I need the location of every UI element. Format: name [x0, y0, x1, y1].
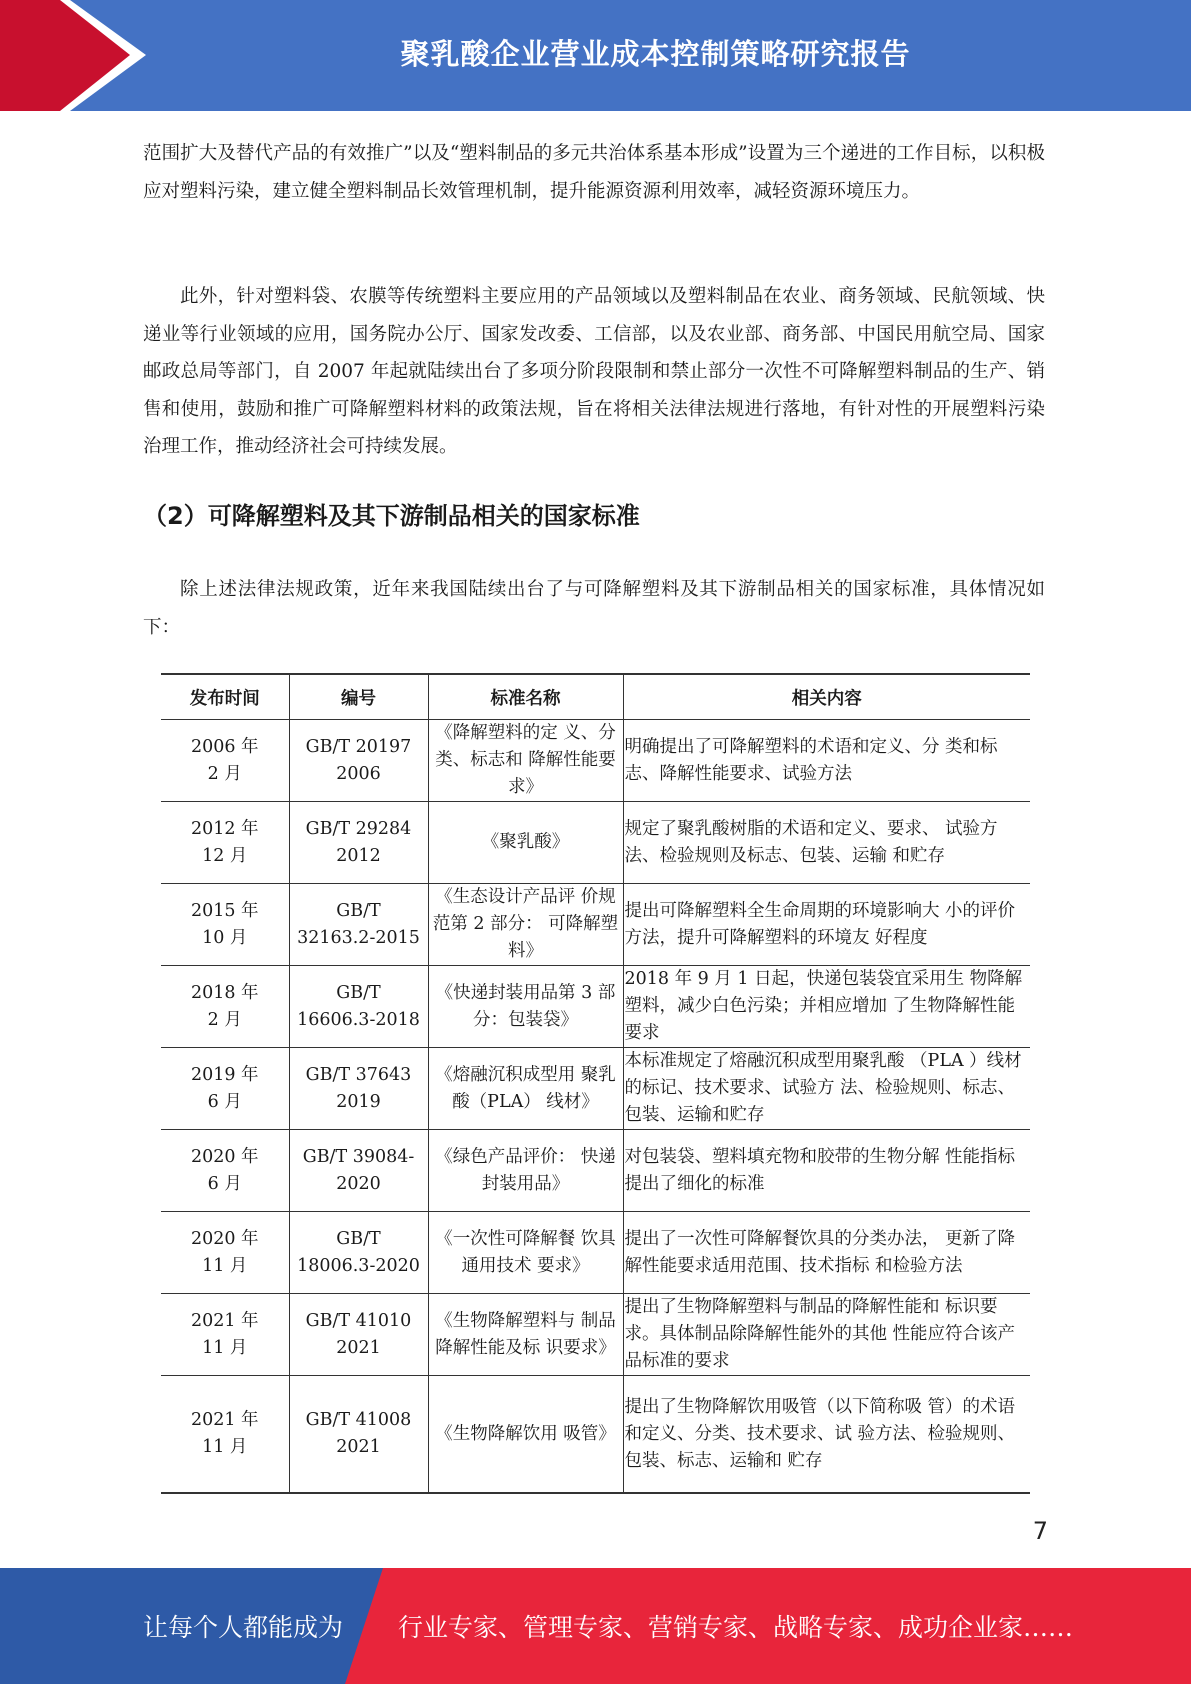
page-number: 7	[1032, 1517, 1048, 1545]
header-content: 相关内容	[623, 674, 1030, 720]
cell-content: 本标准规定了熔融沉积成型用聚乳酸 （PLA ）线材的标记、技术要求、试验方 法、检验规则、标志、包装、运输和贮存	[623, 1048, 1030, 1130]
cell-code: GB/T 41010 2021	[289, 1294, 428, 1376]
section-heading: （2）可降解塑料及其下游制品相关的国家标准	[143, 502, 640, 530]
cell-name: 《熔融沉积成型用 聚乳酸（PLA） 线材》	[428, 1048, 623, 1130]
table-row	[161, 884, 1030, 966]
table-row	[161, 1130, 1030, 1212]
cell-code: GB/T 16606.3-2018	[289, 966, 428, 1048]
cell-content: 对包装袋、塑料填充物和胶带的生物分解 性能指标提出了细化的标准	[623, 1130, 1030, 1212]
paragraph-continuation: 范围扩大及替代产品的有效推广”以及“塑料制品的多元共治体系基本形成”设置为三个递进的工作目标，以积极应对塑料污染，建立健全塑料制品长效管理机制，提升能源资源利用效率，减轻资源环境压力。	[143, 143, 1045, 202]
footer-slogan-right: 行业专家、管理专家、营销专家、战略专家、成功企业家……	[398, 1613, 1074, 1642]
header-name: 标准名称	[428, 674, 623, 720]
cell-content: 明确提出了可降解塑料的术语和定义、分 类和标志、降解性能要求、试验方法	[623, 720, 1030, 802]
section-intro: 除上述法律法规政策，近年来我国陆续出台了与可降解塑料及其下游制品相关的国家标准，具体情况如下：	[143, 579, 1045, 638]
cell-name: 《生物降解饮用 吸管》	[428, 1376, 623, 1494]
cell-date: 2021 年 11 月	[161, 1376, 289, 1494]
cell-content: 提出了生物降解塑料与制品的降解性能和 标识要求。具体制品除降解性能外的其他 性能应符合该产品标准的要求	[623, 1294, 1030, 1376]
cell-content: 提出了一次性可降解餐饮具的分类办法， 更新了降解性能要求适用范围、技术指标 和检验方法	[623, 1212, 1030, 1294]
cell-name: 《降解塑料的定 义、分类、标志和 降解性能要求》	[428, 720, 623, 802]
cell-name: 《生态设计产品评 价规范第 2 部分： 可降解塑料》	[428, 884, 623, 966]
cell-name: 《聚乳酸》	[428, 802, 623, 884]
cell-code: GB/T 18006.3-2020	[289, 1212, 428, 1294]
cell-date: 2020 年 11 月	[161, 1212, 289, 1294]
cell-date: 2015 年 10 月	[161, 884, 289, 966]
cell-date: 2021 年 11 月	[161, 1294, 289, 1376]
cell-name: 《生物降解塑料与 制品降解性能及标 识要求》	[428, 1294, 623, 1376]
cell-date: 2019 年 6 月	[161, 1048, 289, 1130]
cell-name: 《快递封装用品第 3 部分：包装袋》	[428, 966, 623, 1048]
cell-date: 2020 年 6 月	[161, 1130, 289, 1212]
cell-date: 2006 年 2 月	[161, 720, 289, 802]
table-row	[161, 1048, 1030, 1130]
cell-code: GB/T 39084- 2020	[289, 1130, 428, 1212]
cell-name: 《绿色产品评价： 快递封装用品》	[428, 1130, 623, 1212]
standards-table	[161, 673, 1030, 1494]
cell-date: 2012 年 12 月	[161, 802, 289, 884]
paragraph-regulations: 此外，针对塑料袋、农膜等传统塑料主要应用的产品领域以及塑料制品在农业、商务领域、民航领域、快递业等行业领域的应用，国务院办公厅、国家发改委、工信部，以及农业部、商务部、中国民用航空局、国家邮政总局等部门，自 2007 年起就陆续出台了多项分阶段限制和禁止部分一次性不可降解塑料制品的生产、销售和使用，鼓励和推广可降解塑料材料的政策法规，旨在将相关法律法规进行落地，有针对性的开展塑料污染治理工作，推动经济社会可持续发展。	[143, 286, 1045, 457]
table-row	[161, 802, 1030, 884]
table-row	[161, 1376, 1030, 1494]
cell-name: 《一次性可降解餐 饮具通用技术 要求》	[428, 1212, 623, 1294]
cell-code: GB/T 29284 2012	[289, 802, 428, 884]
cell-code: GB/T 41008 2021	[289, 1376, 428, 1494]
header-code: 编号	[289, 674, 428, 720]
cell-content: 提出可降解塑料全生命周期的环境影响大 小的评价方法，提升可降解塑料的环境友 好程度	[623, 884, 1030, 966]
chevron-arrow-icon	[0, 0, 160, 111]
footer-slogan-left: 让每个人都能成为	[143, 1613, 344, 1642]
table-row	[161, 1212, 1030, 1294]
cell-code: GB/T 37643 2019	[289, 1048, 428, 1130]
cell-content: 2018 年 9 月 1 日起，快递包装袋宜采用生 物降解塑料，减少白色污染；并相应增加 了生物降解性能要求	[623, 966, 1030, 1048]
page-footer	[0, 1568, 1191, 1684]
cell-date: 2018 年 2 月	[161, 966, 289, 1048]
report-title: 聚乳酸企业营业成本控制策略研究报告	[400, 36, 911, 71]
cell-content: 规定了聚乳酸树脂的术语和定义、要求、 试验方法、检验规则及标志、包装、运输 和贮存	[623, 802, 1030, 884]
table-row	[161, 966, 1030, 1048]
header-date: 发布时间	[161, 674, 289, 720]
page-header	[0, 0, 1191, 111]
cell-content: 提出了生物降解饮用吸管（以下简称吸 管）的术语和定义、分类、技术要求、试 验方法、检验规则、包装、标志、运输和 贮存	[623, 1376, 1030, 1494]
table-header-row	[161, 674, 1030, 720]
cell-code: GB/T 20197 2006	[289, 720, 428, 802]
table-row	[161, 1294, 1030, 1376]
table-row	[161, 720, 1030, 802]
cell-code: GB/T 32163.2-2015	[289, 884, 428, 966]
